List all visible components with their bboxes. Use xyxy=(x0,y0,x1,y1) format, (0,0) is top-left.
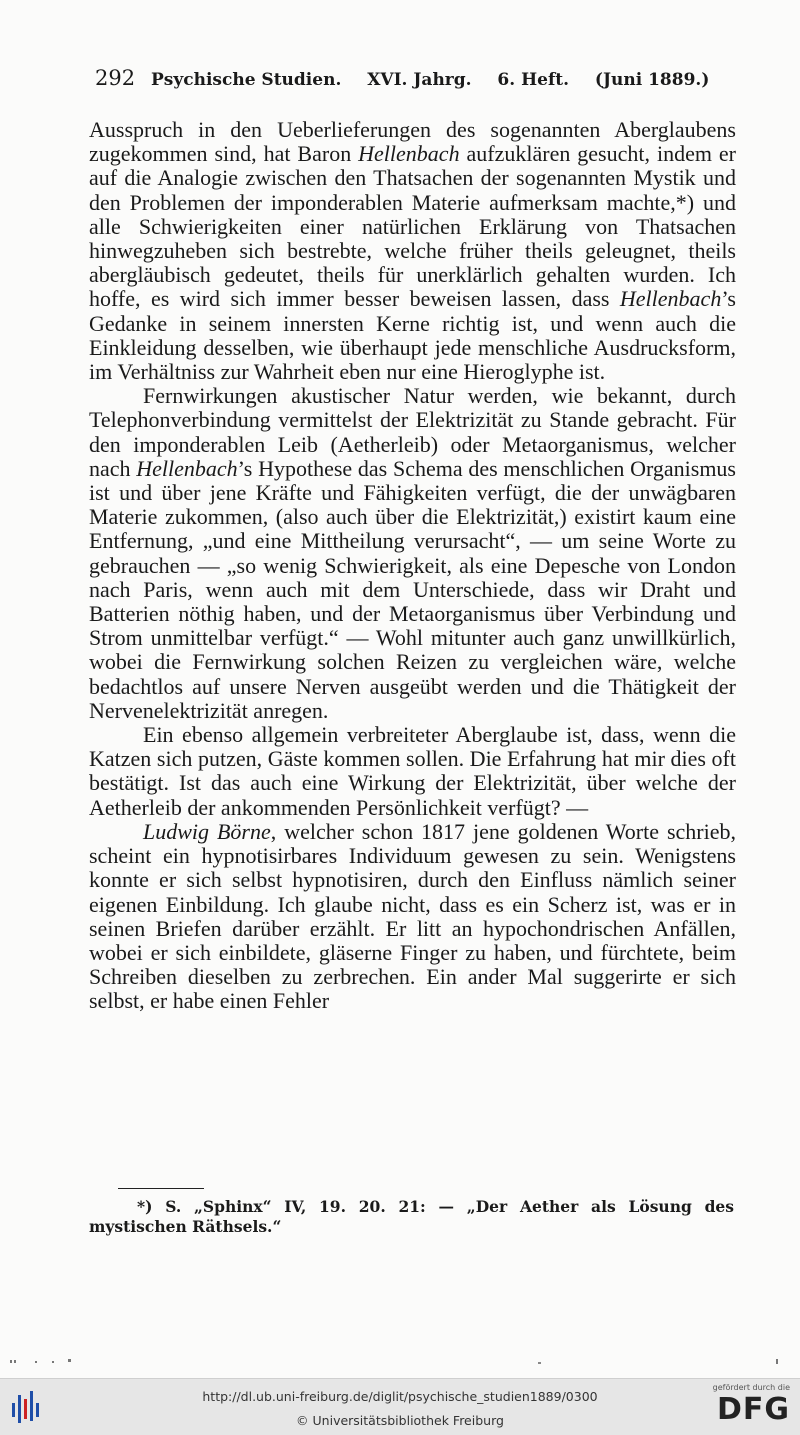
page-number: 292 xyxy=(95,66,136,90)
paragraph xyxy=(89,118,736,384)
journal-title: Psychische Studien. xyxy=(151,70,342,90)
paragraph xyxy=(89,723,736,820)
scan-specks xyxy=(0,1350,800,1372)
text-run: ’s Hypothese das Schema des menschlichen Organismus ist und über jene Kräfte und Fähigkeiten verfügt, die der unwägbaren Materie zukommen, (also auch über die Elektrizität,) existirt kaum eine Entfernung, „und eine Mittheilung verursacht“, — um seine Worte zu gebrauchen — „so wenig Schwierigkeit, als eine Depesche von London nach Paris, wenn auch mit dem Unterschiede, dass wir Draht und Batterien nöthig haben, und der Metaorganismus über Verbindung und Strom unmittelbar verfügt.“ — Wohl mitunter auch ganz unwillkürlich, wobei die Fernwirkung solchen Reizen zu vergleichen wäre, welche bedachtlos auf unsere Nerven ausgeübt werden und die Thätigkeit der Nervenelektrizität anregen. xyxy=(89,455,736,723)
paragraph xyxy=(89,820,736,1014)
italic-name: Hellenbach xyxy=(358,141,460,167)
text-run: Ein ebenso allgemein verbreiteter Aberglaube ist, dass, wenn die Katzen sich putzen, Gäste kommen sollen. Die Erfahrung hat mir dies oft bestätigt. Ist das auch eine Wirkung der Elektrizität, über welche der Aetherleib der ankommenden Persönlichkeit verfügt? — xyxy=(89,722,736,820)
footnote: *) S. „Sphinx“ IV, 19. 20. 21: — „Der Aether als Lösung des mystischen Räthsels.“ xyxy=(89,1197,734,1236)
text-run: aufzuklären gesucht, indem er auf die Analogie zwischen den Thatsachen der sogenannten Mystik und den Problemen der imponderablen Materie aufmerksam machte,*) und alle Schwierigkeiten einer natürlichen Erklärung von Thatsachen hinwegzuheben sich bestrebte, welche früher theils geleugnet, theils abergläubisch gedeutet, theils für unerklärlich gehalten wurden. Ich hoffe, es wird sich immer besser beweisen lassen, dass xyxy=(89,141,736,312)
body-text xyxy=(89,118,736,1014)
running-header xyxy=(95,66,735,90)
italic-name: Ludwig Börne xyxy=(143,818,271,844)
dfg-caption: gefördert durch die xyxy=(712,1383,790,1392)
text-run: , welcher schon 1817 jene goldenen Worte schrieb, scheint ein hypnotisirbares Individuum gewesen zu sein. Wenigstens konnte er sich selbst hypnotisiren, durch den Einfluss nämlich seiner eigenen Einbildung. Ich glaube nicht, dass es ein Scherz ist, was er in seinen Briefen darüber erzählt. Er litt an hypochondrischen Anfällen, wobei er sich einbildete, gläserne Finger zu haben, und fürchtete, beim Schreiben dieselben zu zerbrechen. Ein ander Mal suggerirte er sich selbst, er habe einen Fehler xyxy=(89,818,736,1014)
footnote-divider xyxy=(118,1188,204,1189)
text-run: Ausspruch in den Ueberlieferungen des sogenannten Aberglaubens zugekommen sind, hat Baron xyxy=(89,117,736,167)
text-run: Fernwirkungen akustischer Natur werden, wie bekannt, durch Telephonverbindung vermittelst der Elektrizität zu Stande gebracht. Für den imponderablen Leib (Aetherleib) oder Metaorganismus, welcher nach xyxy=(89,383,736,481)
copyright-notice: © Universitätsbibliothek Freiburg xyxy=(296,1413,504,1428)
dfg-wordmark: DFG xyxy=(716,1392,790,1427)
italic-name: Hellenbach xyxy=(619,286,722,312)
paragraph xyxy=(89,384,736,723)
issue-date: (Juni 1889.) xyxy=(594,70,710,90)
permalink-url[interactable]: http://dl.ub.uni-freiburg.de/diglit/psychische_studien1889/0300 xyxy=(202,1389,598,1404)
text-run: ’s Gedanke in seinem innersten Kerne richtig ist, und wenn auch die Einkleidung desselben, wie überhaupt jede menschliche Ausdrucksform, im Verhältniss zur Wahrheit eben nur eine Hieroglyphe ist. xyxy=(89,286,736,385)
issue-label: 6. Heft. xyxy=(497,70,570,90)
volume-label: XVI. Jahrg. xyxy=(367,70,472,90)
dfg-logo[interactable] xyxy=(708,1383,790,1431)
digital-library-footer xyxy=(0,1378,800,1435)
italic-name: Hellenbach xyxy=(136,455,238,481)
